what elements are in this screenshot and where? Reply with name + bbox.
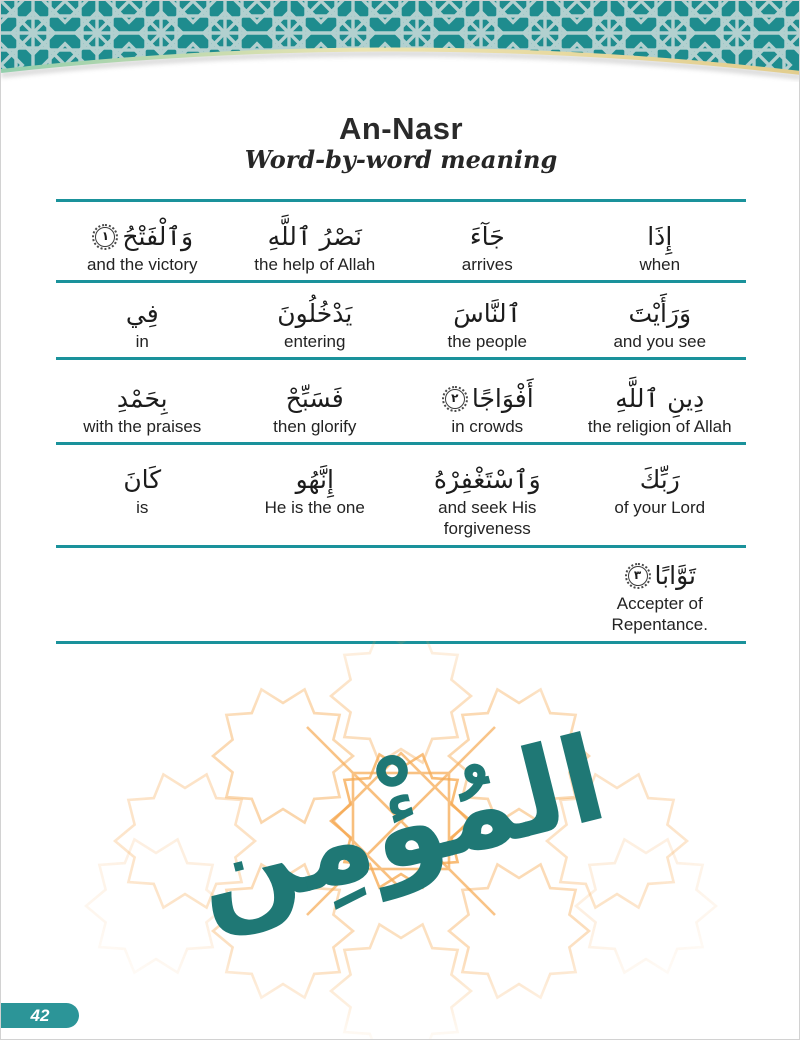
arabic-word: يَدْخُلُونَ xyxy=(277,299,353,328)
arabic-word: فِي xyxy=(125,299,159,328)
english-meaning: and seek His forgiveness xyxy=(438,498,537,539)
word-cell xyxy=(56,548,229,641)
word-cell xyxy=(574,360,747,442)
arabic-word: أَفْوَاجًا ٢ xyxy=(441,360,534,416)
english-meaning: in crowds xyxy=(451,417,524,436)
english-meaning: and you see xyxy=(613,332,707,351)
english-meaning: entering xyxy=(284,332,346,351)
word-cell xyxy=(574,548,747,641)
english-meaning: in xyxy=(135,332,149,351)
table-row xyxy=(56,202,746,283)
english-meaning: is xyxy=(136,498,149,517)
word-cell xyxy=(229,360,402,442)
arabic-word: وَرَأَيْتَ xyxy=(628,299,692,328)
arabic-word: ٱلنَّاسَ xyxy=(453,299,522,328)
table-row xyxy=(56,445,746,548)
table-row xyxy=(56,283,746,360)
word-cell xyxy=(56,202,229,280)
english-meaning xyxy=(483,593,491,641)
english-meaning: of your Lord xyxy=(614,498,706,517)
word-cell xyxy=(401,360,574,442)
word-cell xyxy=(229,202,402,280)
watermark xyxy=(1,641,800,1040)
word-cell xyxy=(574,445,747,545)
page-subtitle: Word-by-word meaning xyxy=(244,145,558,174)
arabic-word: وَٱلْفَتْحُ ١ xyxy=(91,202,193,254)
arabic-word: تَوَّابًا ٣ xyxy=(624,548,696,593)
arabic-word: دِينِ ٱللَّهِ xyxy=(615,384,705,413)
arabic-word: وَٱسْتَغْفِرْهُ xyxy=(433,465,541,494)
ayah-marker-icon: ١ xyxy=(95,227,115,247)
page-number-badge: 42 xyxy=(1,1003,79,1028)
word-cell xyxy=(574,202,747,280)
word-cell xyxy=(401,283,574,357)
english-meaning: when xyxy=(639,255,681,274)
word-cell xyxy=(574,283,747,357)
word-cell xyxy=(56,360,229,442)
english-meaning: He is the one xyxy=(264,498,365,517)
ayah-marker-icon: ٣ xyxy=(628,566,648,586)
word-cell xyxy=(229,445,402,545)
word-cell xyxy=(229,283,402,357)
table-row xyxy=(56,360,746,445)
ayah-marker-icon: ٢ xyxy=(445,389,465,409)
arabic-word: بِحَمْدِ xyxy=(116,384,168,413)
english-meaning: the people xyxy=(447,332,527,351)
english-meaning: the help of Allah xyxy=(254,255,376,274)
english-meaning xyxy=(311,593,319,641)
word-cell xyxy=(401,202,574,280)
english-meaning: and the victory xyxy=(86,255,198,274)
table-row xyxy=(56,548,746,644)
arabic-word: رَبِّكَ xyxy=(639,465,680,494)
arabic-word: نَصْرُ ٱللَّهِ xyxy=(267,222,362,251)
english-meaning: with the praises xyxy=(83,417,202,436)
arabic-word: فَسَبِّحْ xyxy=(285,384,344,413)
english-meaning: Accepter of Repentance. xyxy=(611,594,708,635)
english-meaning: the religion of Allah xyxy=(587,417,732,436)
arabic-word: إِنَّهُو xyxy=(295,465,334,494)
page-title: An-Nasr xyxy=(338,111,464,146)
word-by-word-table xyxy=(56,199,746,644)
calligraphy-al-mumin: المُؤْمِن xyxy=(180,708,619,944)
word-cell xyxy=(56,283,229,357)
arabic-word: كَانَ xyxy=(123,465,162,494)
word-cell xyxy=(401,445,574,545)
arabic-word: جَآءَ xyxy=(469,222,505,251)
word-cell xyxy=(56,445,229,545)
english-meaning: arrives xyxy=(461,255,513,274)
word-cell xyxy=(229,548,402,641)
english-meaning xyxy=(138,593,146,641)
arabic-word: إِذَا xyxy=(647,222,673,251)
english-meaning: then glorify xyxy=(273,417,357,436)
word-cell xyxy=(401,548,574,641)
header-ornament xyxy=(1,1,800,97)
